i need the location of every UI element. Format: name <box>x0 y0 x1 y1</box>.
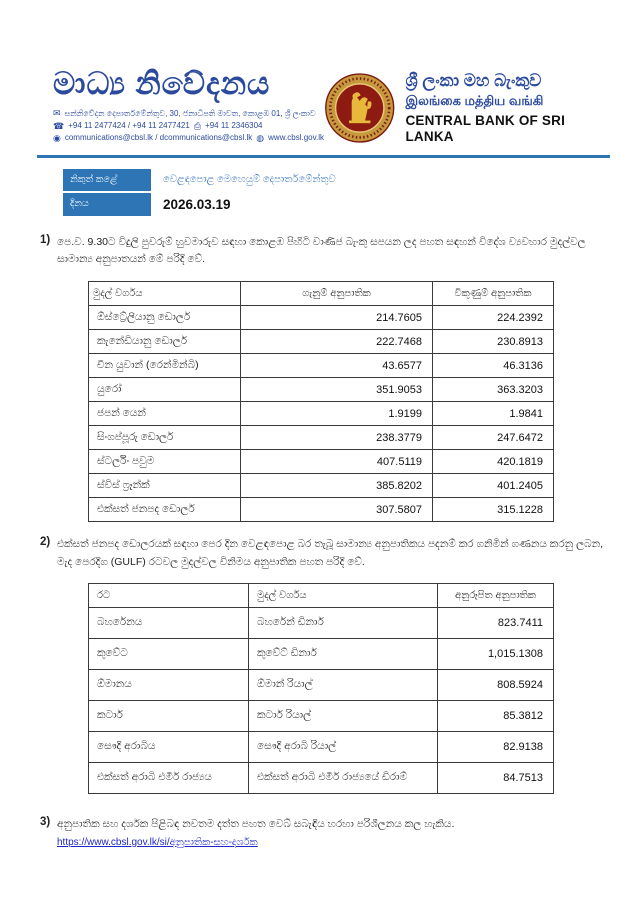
country-name: එක්සත් අරාබි එමීර් රාජ්‍යය <box>89 762 249 793</box>
table-row <box>89 669 554 700</box>
currency-name: යුරෝ <box>89 378 241 402</box>
buying-rate: 238.3779 <box>241 426 433 450</box>
paragraph-1-text: පෙ.ව. 9.30ට විදුලි පුවරුම් හුවමාරුව සඳහා කොළඹ පිහිටි වාණිජ බැංකු සපයන ලද පහත සඳහන් විදේශ ව්‍යවහාර මුදල්වල සාමාන්‍ය අනුපාතයන් මේ පරිදි වේ. <box>57 235 586 266</box>
currency-name: එක්සත් ජනපද ඩොලර් <box>89 498 241 522</box>
header-left <box>35 68 324 145</box>
currency-name: කටාර් රියාල් <box>249 700 438 731</box>
selling-rate: 420.1819 <box>433 450 554 474</box>
paragraph-2-number: 2) <box>40 536 51 549</box>
country-name: සෞදි අරාබිය <box>89 731 249 762</box>
col-header-country: රට <box>89 583 249 607</box>
indicative-rate: 82.9138 <box>438 731 554 762</box>
country-name: කටාර් <box>89 700 249 731</box>
table-row <box>89 330 554 354</box>
col-header-rate: අනුරූපිත අනුපාතික <box>438 583 554 607</box>
globe-icon: ◍ <box>256 133 265 144</box>
currency-name: ස්විස් ෆ්‍රෑන්ක් <box>89 474 241 498</box>
issued-by-row <box>63 169 610 190</box>
currency-name: ඕස්ට්‍රේලියානු ඩොලර් <box>89 306 241 330</box>
selling-rate: 46.3136 <box>433 354 554 378</box>
col-header-selling: විකුණුම් අනුපාතික <box>433 282 554 306</box>
selling-rate: 224.2392 <box>433 306 554 330</box>
currency-name: සෞදි අරාබි රියාල් <box>249 731 438 762</box>
indicative-rate: 808.5924 <box>438 669 554 700</box>
table-row <box>89 402 554 426</box>
table-header-row <box>89 282 554 306</box>
email-addresses: communications@cbsl.lk / dcommunications@cbsl.lk <box>64 133 253 143</box>
currency-name: කැනේඩියානු ඩොලර් <box>89 330 241 354</box>
indicative-rate: 1,015.1308 <box>438 638 554 669</box>
cbsl-logo <box>324 70 395 146</box>
header-divider <box>37 155 610 158</box>
paragraph-3-number: 3) <box>40 815 51 828</box>
header <box>35 68 610 146</box>
buying-rate: 307.5807 <box>241 498 433 522</box>
col-header-currency: මුදල් වර්ගය <box>249 583 438 607</box>
address-line <box>53 108 324 120</box>
col-header-currency: මුදල් වර්ගය <box>89 282 241 306</box>
buying-rate: 1.9199 <box>241 402 433 426</box>
currency-name: චීන යුවාන් (රෙන්මින්බි) <box>89 354 241 378</box>
paragraph-1 <box>40 234 610 270</box>
currency-name: ජපන් යෙන් <box>89 402 241 426</box>
table-row <box>89 762 554 793</box>
paragraph-3 <box>40 816 610 852</box>
bank-name-sinhala: ශ්‍රී ලංකා මහ බැංකුව <box>405 71 542 90</box>
address-text: සන්නිවේදන දෙපාර්තමේන්තුව, 30, ජනාධිපති මාවත, කොළඹ 01, ශ්‍රී ලංකාව <box>64 108 316 118</box>
issued-meta <box>63 169 610 215</box>
gulf-rates-table <box>88 583 554 794</box>
date-value: 2026.03.19 <box>163 196 231 212</box>
bank-names <box>405 70 610 146</box>
table-row <box>89 450 554 474</box>
buying-rate: 214.7605 <box>241 306 433 330</box>
phone-numbers: +94 11 2477424 / +94 11 2477421 <box>68 120 190 130</box>
envelope-icon: ✉ <box>53 108 61 119</box>
paragraph-3-body: අනුපාතික සහ දර්ශක පිළිබඳ නවතම දත්ත පහත වෙබ් සබැඳිය හරහා පරිශීලනය කල හැකිය. <box>57 817 455 830</box>
paragraph-2-text: එක්සත් ජනපද ඩොලරයක් සඳහා පෙර දින වෙළඳපොළ බර තැබූ සාමාන්‍ය අනුපාතිකය පදනම් කර ගනිමින් ගණනය කරනු ලබන, මැද පෙරදිග (GULF) රටවල මුදල්වල විනිමය අනුපාතික පහත පරිදි වේ. <box>57 538 604 569</box>
issued-by-value: වෙළඳපොළ මෙහෙයුම් දෙපාර්තමේන්තුව <box>163 174 336 186</box>
table-row <box>89 607 554 638</box>
table-row <box>89 474 554 498</box>
bank-name-tamil: இலங்கை மத்திய வங்கி <box>405 93 544 109</box>
date-row <box>63 193 610 216</box>
table-row <box>89 354 554 378</box>
selling-rate: 1.9841 <box>433 402 554 426</box>
page-title: මාධ්‍ය නිවේදනය <box>53 66 271 101</box>
currency-name: කුවේට් ඩිනාර් <box>249 638 438 669</box>
bank-name-english: CENTRAL BANK OF SRI LANKA <box>405 112 566 145</box>
indicative-rate: 84.7513 <box>438 762 554 793</box>
table-row <box>89 731 554 762</box>
table-row <box>89 378 554 402</box>
paragraph-3-text <box>57 816 605 852</box>
at-icon: ◉ <box>53 133 61 144</box>
country-name: ඕමානය <box>89 669 249 700</box>
currency-name: එක්සත් අරාබි එමීර් රාජ්‍යයේ ඩිරාම් <box>249 762 438 793</box>
fax-number: +94 11 2346304 <box>205 120 263 130</box>
table-header-row <box>89 583 554 607</box>
phone-line <box>53 120 324 132</box>
phone-icon: ☎ <box>53 120 65 131</box>
selling-rate: 401.2405 <box>433 474 554 498</box>
selling-rate: 230.8913 <box>433 330 554 354</box>
selling-rate: 247.6472 <box>433 426 554 450</box>
table-row <box>89 700 554 731</box>
indicative-rate: 823.7411 <box>438 607 554 638</box>
currency-name: ස්ටර්ලිං පවුම <box>89 450 241 474</box>
header-right <box>324 70 610 146</box>
email-line <box>53 132 324 144</box>
fax-icon: ⎙ <box>193 120 202 131</box>
buying-rate: 407.5119 <box>241 450 433 474</box>
paragraph-2 <box>40 536 610 572</box>
selling-rate: 315.1228 <box>433 498 554 522</box>
buying-rate: 43.6577 <box>241 354 433 378</box>
indicative-rate: 85.3812 <box>438 700 554 731</box>
country-name: බහරේනය <box>89 607 249 638</box>
paragraph-1-number: 1) <box>40 233 51 246</box>
exchange-rates-table <box>88 281 554 522</box>
selling-rate: 363.3203 <box>433 378 554 402</box>
website-url: www.cbsl.gov.lk <box>268 133 325 143</box>
buying-rate: 385.8202 <box>241 474 433 498</box>
date-label: දිනය <box>63 193 151 216</box>
table-row <box>89 306 554 330</box>
currency-name: බහරේන් ඩිනාර් <box>249 607 438 638</box>
table-row <box>89 638 554 669</box>
buying-rate: 222.7468 <box>241 330 433 354</box>
rates-indicators-link[interactable]: https://www.cbsl.gov.lk/si/අනුපාතික-සහ-දර්ශක <box>57 836 258 848</box>
table-row <box>89 426 554 450</box>
currency-name: සිංගප්පූරු ඩොලර් <box>89 426 241 450</box>
country-name: කුවේට <box>89 638 249 669</box>
buying-rate: 351.9053 <box>241 378 433 402</box>
table-row <box>89 498 554 522</box>
currency-name: ඕමාන් රියාල් <box>249 669 438 700</box>
issued-by-label: නිකුත් කළේ <box>63 169 151 190</box>
col-header-buying: ගැනුම් අනුපාතික <box>241 282 433 306</box>
